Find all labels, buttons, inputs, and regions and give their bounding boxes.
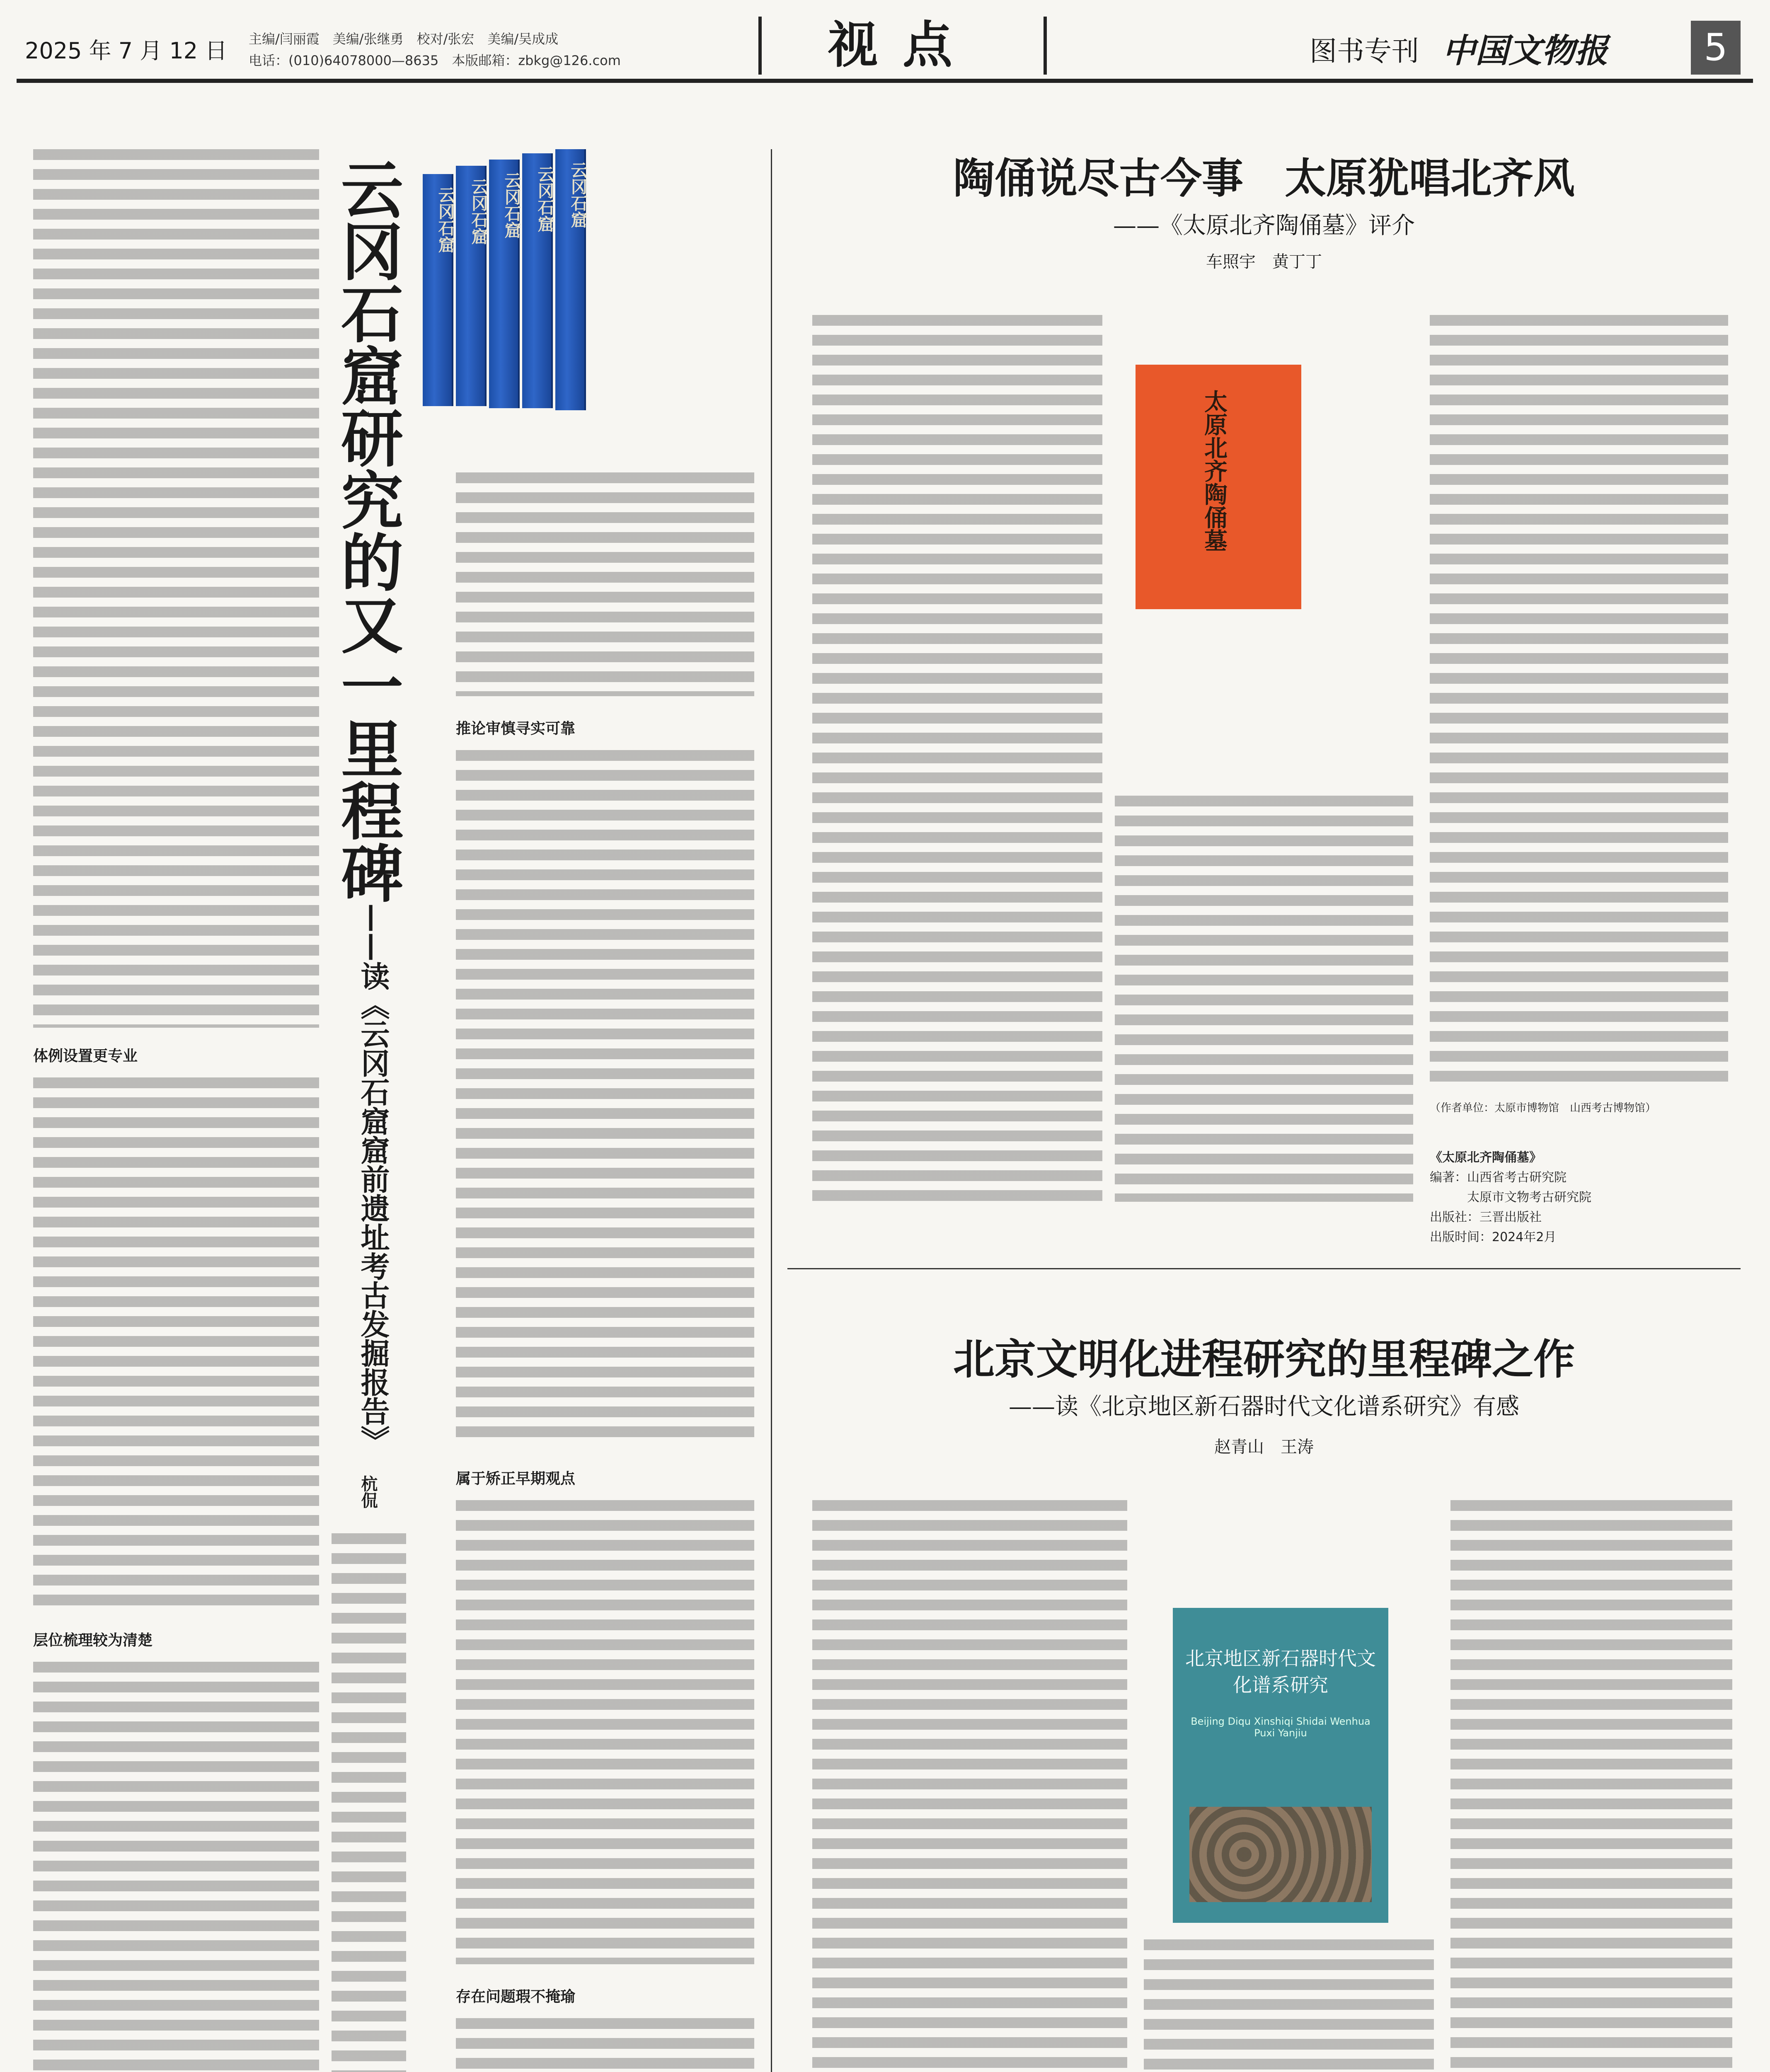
book-volume: 云冈石窟: [522, 153, 551, 408]
article1-heading: 体例设置更专业: [33, 1048, 138, 1065]
article3-subtitle: ——读《北京地区新石器时代文化谱系研究》有感: [1009, 1393, 1519, 1420]
book-info-editor: 太原市文物考古研究院: [1467, 1190, 1591, 1205]
article1-heading: 层位梳理较为清楚: [33, 1632, 153, 1649]
book-volume: 云冈石窟: [489, 160, 518, 408]
article3-title: 北京文明化进程研究的里程碑之作: [953, 1335, 1575, 1384]
contact-line: 电话：(010)64078000—8635 本版邮箱：zbkg@126.com: [249, 53, 621, 68]
article3-book-cover: [1173, 1608, 1388, 1923]
staff-credits: [249, 28, 746, 71]
masthead: [17, 17, 1753, 83]
article1-body-column: [33, 149, 319, 1028]
cover-artifacts: [1189, 1807, 1372, 1902]
article1-body-column: [332, 1533, 406, 2072]
article1-heading: 属于矫正早期观点: [456, 1470, 576, 1487]
article2-body-column: [1115, 796, 1413, 1202]
article1-heading: 推论审慎寻实可靠: [456, 720, 576, 737]
article1-body-column: [456, 750, 754, 1446]
article1-author: 杭侃: [358, 1475, 378, 1508]
article1-heading: 存在问题瑕不掩瑜: [456, 1988, 576, 2005]
article3-body-column: [812, 1500, 1127, 2072]
book-volume: 云冈石窟: [456, 166, 485, 406]
book-volume: 云冈石窟: [423, 174, 452, 406]
book-volume: 云冈石窟: [555, 149, 584, 410]
newspaper-name: 中国文物报: [1442, 31, 1608, 70]
article1-subtitle: ——读《云冈石窟窟前遗址考古发掘报告》: [356, 903, 390, 1455]
book-set-image: [423, 149, 597, 431]
staff-line: 主编/闫丽霞 美编/张继勇 校对/张宏 美编/吴成成: [249, 31, 559, 47]
article3-body-column: [1144, 1939, 1434, 2072]
article2-book-info: [1430, 1148, 1728, 1247]
issue-date: 2025 年 7 月 12 日: [25, 38, 228, 64]
book-info-title: 《太原北齐陶俑墓》: [1430, 1150, 1542, 1165]
section-divider: [787, 1268, 1741, 1269]
article2-body-column: [1430, 315, 1728, 1086]
article2-author: 车照宇 黄丁丁: [1206, 252, 1322, 271]
article1-body-column: [33, 1077, 319, 1608]
book-info-date: 出版时间：2024年2月: [1430, 1230, 1557, 1244]
special-column-label: 图书专刊: [1310, 35, 1419, 67]
cover-subtitle: Beijing Diqu Xinshiqi Shidai Wenhua Puxi Yanjiu: [1191, 1716, 1370, 1739]
article2-title: 陶俑说尽古今事 太原犹唱北齐风: [953, 154, 1575, 203]
article1-body-column: [33, 1662, 319, 2072]
column-divider: [771, 149, 772, 2072]
page-number: 5: [1691, 21, 1741, 75]
article1-title: 云冈石窟研究的又一里程碑: [330, 157, 403, 903]
book-info-editor: 编著：山西省考古研究院: [1430, 1170, 1567, 1185]
article3-author: 赵青山 王涛: [1214, 1438, 1314, 1457]
article3-body-column: [1450, 1500, 1732, 2072]
article1-body-column: [456, 2018, 754, 2072]
article1-body-column: [456, 472, 754, 696]
article1-body-column: [456, 1500, 754, 1964]
article2-author-note: （作者单位：太原市博物馆 山西考古博物馆）: [1430, 1102, 1656, 1114]
section-title: 视点: [758, 17, 1047, 75]
article2-book-cover: [1136, 365, 1301, 609]
article2-subtitle: ——《太原北齐陶俑墓》评介: [1113, 212, 1415, 239]
cover-title: 太原北齐陶俑墓: [1201, 390, 1228, 552]
article2-body-column: [812, 315, 1102, 1202]
cover-title: 北京地区新石器时代文化谱系研究: [1185, 1647, 1376, 1696]
book-info-publisher: 出版社：三晋出版社: [1430, 1210, 1542, 1225]
